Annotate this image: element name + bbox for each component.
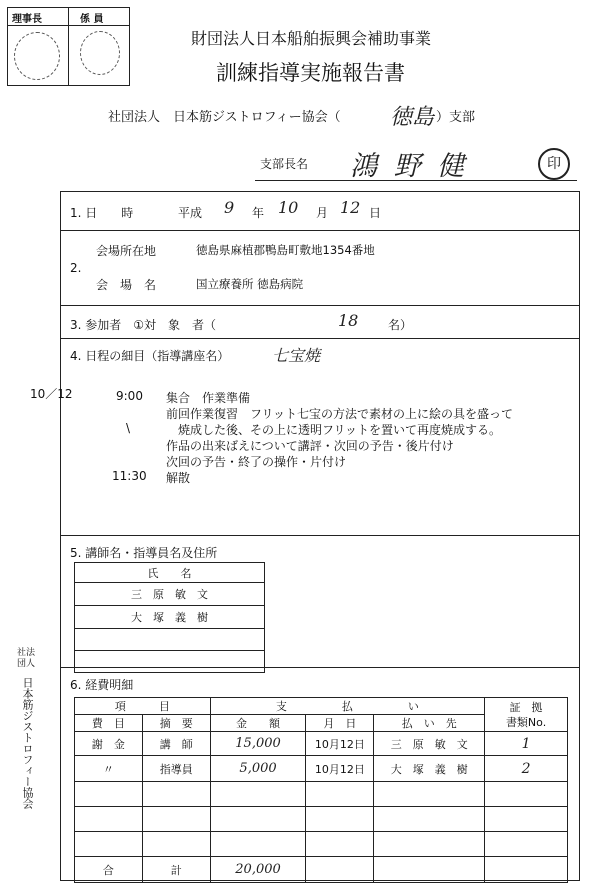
date-cell: 10月12日: [306, 732, 374, 756]
schedule-line: 焼成した後、その上に透明フリットを置いて再度焼成する。: [166, 423, 502, 437]
empty-cell: [374, 832, 485, 857]
expenses-table: [74, 697, 568, 883]
expense-cell: 謝 金: [75, 732, 143, 756]
empty-cell: [75, 807, 143, 832]
amount-cell: 5,000: [210, 756, 306, 782]
venue-section-num: 2.: [70, 261, 82, 275]
branch-head-label: 支部長名: [260, 157, 309, 171]
schedule-start-time: 9:00: [116, 389, 143, 403]
empty-cell: [142, 807, 210, 832]
total-label: 合: [75, 857, 143, 883]
schedule-label: 4. 日程の細目（指導講座名）: [70, 349, 230, 363]
payee-cell: 三 原 敏 文: [374, 732, 485, 756]
participants-unit: 名）: [388, 318, 413, 332]
summary-cell: 指導員: [142, 756, 210, 782]
year-unit: 年: [252, 206, 265, 220]
venue-name-label: 会 場 名: [96, 278, 157, 292]
side-org-name: 日本筋ジストロフィー協会: [21, 677, 34, 809]
personal-seal: 印: [538, 148, 570, 180]
empty-cell: [485, 782, 568, 807]
branch-head-name: 鴻 野 健: [350, 151, 469, 182]
empty-cell: [306, 807, 374, 832]
doc-no-label: 書類No.: [505, 715, 547, 729]
doc-no-cell: 1: [485, 732, 568, 756]
expenses-label: 6. 経費明細: [70, 678, 134, 692]
instructor-name: 三 原 敏 文: [75, 583, 265, 606]
item-header: 項 目: [75, 698, 211, 715]
empty-cell: [210, 832, 306, 857]
year-value: 9: [224, 198, 235, 217]
empty-cell: [306, 782, 374, 807]
row-divider: [60, 535, 580, 536]
chair-label: 理事長: [12, 14, 42, 25]
table-row: [75, 807, 568, 832]
table-row: [75, 832, 568, 857]
empty-cell: [75, 651, 265, 673]
evidence-label: 証 拠: [509, 700, 543, 714]
date-header: 月 日: [306, 715, 374, 732]
empty-cell: [374, 857, 485, 883]
schedule-line: 集合 作業準備: [166, 391, 251, 405]
association-suffix: ）支部: [436, 110, 476, 125]
month-value: 10: [278, 198, 299, 217]
month-unit: 月: [316, 206, 329, 220]
branch-head-underline: [255, 180, 577, 181]
schedule-line: 次回の予告・終了の操作・片付け: [166, 455, 347, 469]
day-unit: 日: [369, 206, 382, 220]
total-amount: 20,000: [210, 857, 306, 883]
date-cell: 10月12日: [306, 756, 374, 782]
empty-cell: [306, 857, 374, 883]
empty-cell: [306, 832, 374, 857]
table-row: [75, 732, 568, 756]
chair-seal-mark: [14, 32, 60, 80]
empty-cell: [142, 782, 210, 807]
side-org-type: 社法 団人: [16, 648, 35, 669]
table-row: [75, 782, 568, 807]
empty-cell: [142, 832, 210, 857]
summary-cell: 講 師: [142, 732, 210, 756]
schedule-end-text: 解散: [166, 471, 191, 485]
venue-address-label: 会場所在地: [96, 244, 157, 258]
venue-address: 徳島県麻植郡鴨島町敷地1354番地: [196, 243, 375, 257]
empty-cell: [75, 629, 265, 651]
doc-no-cell: 2: [485, 756, 568, 782]
empty-cell: [485, 832, 568, 857]
schedule-tilde: \: [126, 421, 131, 435]
schedule-date: 10／12: [30, 387, 73, 401]
payee-header: 払 い 先: [374, 715, 485, 732]
evidence-header: [485, 698, 568, 732]
empty-cell: [374, 782, 485, 807]
instructors-label: 5. 講師名・指導員名及住所: [70, 546, 218, 560]
empty-cell: [374, 807, 485, 832]
payment-header: 支 払 い: [210, 698, 484, 715]
era-label: 平成: [178, 206, 203, 220]
empty-cell: [210, 807, 306, 832]
instructors-table: [74, 562, 265, 673]
page-title: 訓練指導実施報告書: [216, 61, 405, 85]
expense-cell: 〃: [75, 756, 143, 782]
empty-cell: [210, 782, 306, 807]
empty-cell: [75, 782, 143, 807]
staff-label: 係 員: [80, 14, 104, 25]
day-value: 12: [340, 198, 361, 217]
branch-name: 徳島: [390, 105, 435, 130]
course-name: 七宝焼: [272, 346, 321, 365]
stamp-box-divider: [68, 7, 69, 86]
instructor-name: 大 塚 義 樹: [75, 606, 265, 629]
empty-cell: [485, 807, 568, 832]
row-divider: [60, 305, 580, 306]
payee-cell: 大 塚 義 樹: [374, 756, 485, 782]
header-line1: 財団法人日本船舶振興会補助事業: [191, 29, 432, 48]
table-row: [75, 756, 568, 782]
row-divider: [60, 338, 580, 339]
instructors-col-header: 氏 名: [75, 563, 265, 583]
participants-label: 3. 参加者 ①対 象 者（: [70, 318, 217, 332]
association-prefix: 社団法人 日本筋ジストロフィー協会（: [108, 110, 341, 125]
schedule-line: 作品の出来ばえについて講評・次回の予告・後片付け: [166, 439, 454, 453]
participants-count: 18: [338, 311, 359, 330]
schedule-end-time: 11:30: [112, 469, 147, 483]
empty-cell: [485, 857, 568, 883]
schedule-line: 前回作業復習 フリット七宝の方法で素材の上に絵の具を盛って: [166, 407, 514, 421]
summary-header: 摘 要: [142, 715, 210, 732]
amount-cell: 15,000: [210, 732, 306, 756]
date-label: 1. 日 時: [70, 206, 134, 220]
empty-cell: [75, 832, 143, 857]
venue-name: 国立療養所 徳島病院: [196, 277, 304, 291]
expense-header: 費 目: [75, 715, 143, 732]
total-row: [75, 857, 568, 883]
staff-seal-mark: [80, 31, 120, 75]
row-divider: [60, 230, 580, 231]
amount-header: 金 額: [210, 715, 306, 732]
total-label: 計: [142, 857, 210, 883]
